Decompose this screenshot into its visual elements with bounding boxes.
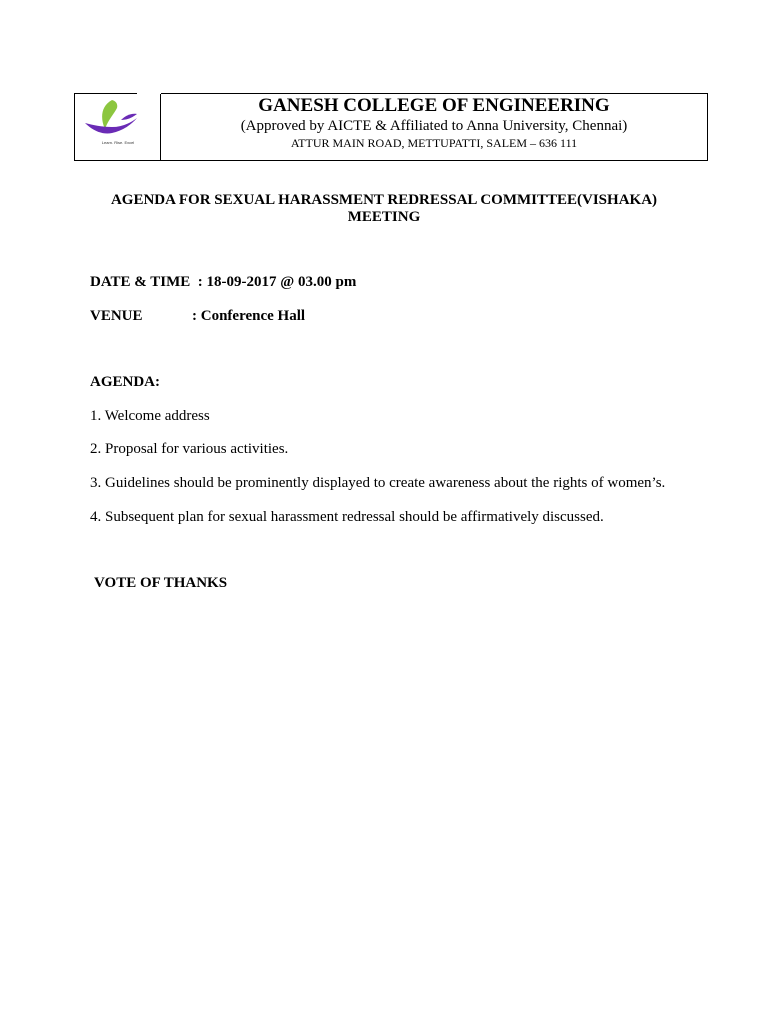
document-title-line-2: MEETING bbox=[347, 209, 421, 225]
agenda-item: 2. Proposal for various activities. bbox=[90, 441, 289, 457]
letterhead-text bbox=[161, 94, 707, 150]
venue-label: VENUE bbox=[90, 308, 143, 324]
college-logo-icon bbox=[81, 98, 141, 140]
date-time-value: : 18-09-2017 @ 03.00 pm bbox=[197, 274, 357, 290]
address-line: ATTUR MAIN ROAD, METTUPATTI, SALEM – 636 111 bbox=[290, 136, 578, 150]
agenda-item: 4. Subsequent plan for sexual harassment redressal should be affirmatively discussed. bbox=[90, 509, 604, 525]
logo-cell bbox=[75, 94, 161, 160]
logo-tagline: Learn. Rise. Excel bbox=[101, 140, 135, 145]
logo-green-leaf bbox=[102, 100, 117, 129]
date-time-row bbox=[90, 273, 356, 291]
logo-purple-swoosh bbox=[85, 118, 137, 134]
letterhead bbox=[74, 93, 708, 161]
vote-of-thanks: VOTE OF THANKS bbox=[94, 575, 228, 591]
venue-value: : Conference Hall bbox=[192, 308, 306, 324]
agenda-heading: AGENDA: bbox=[90, 374, 160, 390]
venue-row bbox=[90, 307, 305, 325]
document-title bbox=[74, 192, 694, 226]
approval-line: (Approved by AICTE & Affiliated to Anna University, Chennai) bbox=[240, 118, 628, 134]
agenda-item: 1. Welcome address bbox=[90, 408, 210, 424]
logo-purple-tail bbox=[121, 114, 137, 120]
document-title-line-1: AGENDA FOR SEXUAL HARASSMENT REDRESSAL COMMITTEE(VISHAKA) bbox=[110, 192, 658, 208]
agenda-item: 3. Guidelines should be prominently displayed to create awareness about the rights of women’s. bbox=[90, 475, 666, 491]
college-name: GANESH COLLEGE OF ENGINEERING bbox=[258, 95, 610, 116]
date-time-label: DATE & TIME bbox=[90, 274, 191, 290]
